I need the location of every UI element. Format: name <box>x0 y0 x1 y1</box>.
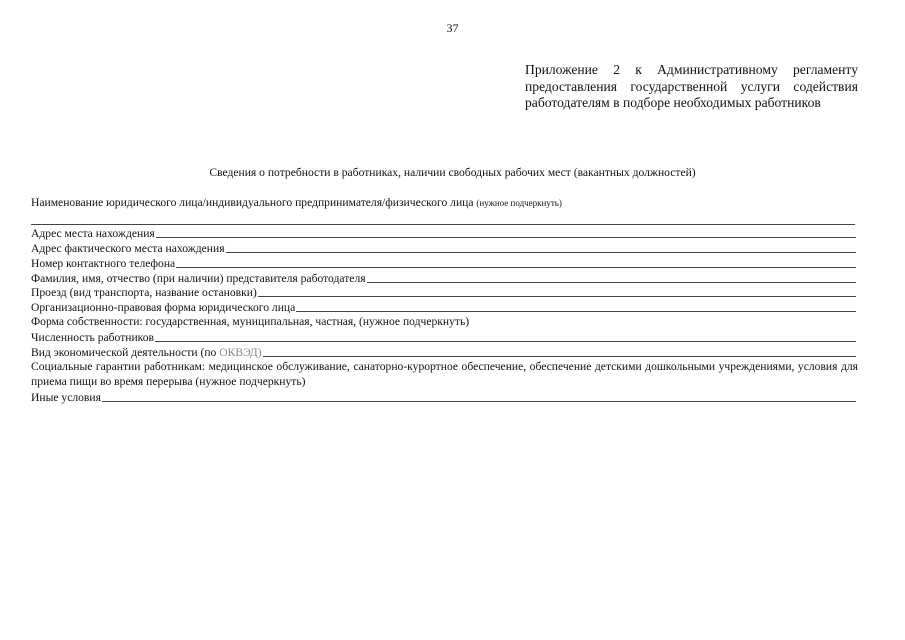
other-field[interactable] <box>102 401 856 402</box>
activity-field[interactable] <box>263 356 856 357</box>
other-label: Иные условия <box>31 390 101 404</box>
transport-label: Проезд (вид транспорта, название остановки) <box>31 286 257 300</box>
appendix-header: Приложение 2 к Административному регламенту предоставления государственной услуги содействия работодателям в подборе необходимых работников <box>525 62 858 110</box>
page-number: 37 <box>446 21 459 35</box>
address-location-field[interactable] <box>156 237 856 238</box>
address-actual-row <box>31 241 858 256</box>
ownership-row <box>31 315 858 330</box>
transport-field[interactable] <box>258 296 856 297</box>
address-location-label: Адрес места нахождения <box>31 226 155 240</box>
address-actual-label: Адрес фактического места нахождения <box>31 241 225 255</box>
activity-row <box>31 345 858 360</box>
representative-row <box>31 271 858 286</box>
form-title: Сведения о потребности в работниках, наличии свободных рабочих мест (вакантных должностей) <box>209 166 696 179</box>
employees-row <box>31 330 858 345</box>
org-name-note: (нужное подчеркнуть) <box>476 198 562 208</box>
legal-form-row <box>31 300 858 315</box>
social-guarantees: Социальные гарантии работникам: медицинское обслуживание, санаторно-курортное обеспечение, обеспечение детскими дошкольными учреждениями, условия для приема пищи во время перерыва (нужное подчеркнуть) <box>31 360 858 388</box>
phone-label: Номер контактного телефона <box>31 256 176 270</box>
org-name-field[interactable] <box>31 210 855 225</box>
ownership-label: Форма собственности: государственная, муниципальная, частная, (нужное подчеркнуть) <box>31 315 470 329</box>
address-actual-field[interactable] <box>226 252 856 253</box>
representative-label: Фамилия, имя, отчество (при наличии) представителя работодателя <box>31 271 366 285</box>
legal-form-label: Организационно-правовая форма юридического лица <box>31 301 296 315</box>
employees-field[interactable] <box>155 341 856 342</box>
representative-field[interactable] <box>367 282 856 283</box>
org-name-text: Наименование юридического лица/индивидуального предпринимателя/физического лица <box>31 196 474 209</box>
phone-row <box>31 256 858 271</box>
phone-field[interactable] <box>176 267 856 268</box>
employees-label: Численность работников <box>31 331 154 345</box>
transport-row <box>31 286 858 301</box>
employer-form <box>31 196 858 405</box>
legal-form-field[interactable] <box>296 311 856 312</box>
org-name-label <box>31 196 858 210</box>
activity-label: Вид экономической деятельности (по <box>31 346 217 360</box>
address-location-row <box>31 226 858 241</box>
activity-code-label: ОКВЭД) <box>219 346 262 360</box>
other-row <box>31 390 858 405</box>
